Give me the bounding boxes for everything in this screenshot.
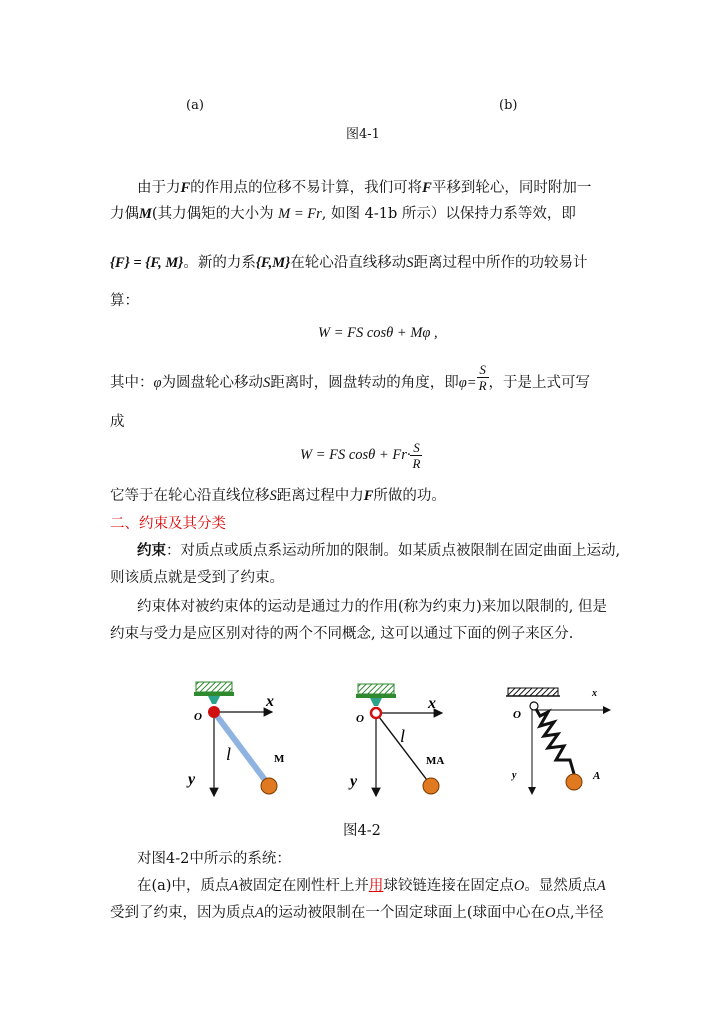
- figure-4-2: [170, 676, 630, 806]
- paragraph-line: 对图4-2中所示的系统：: [137, 851, 291, 867]
- string: [376, 713, 430, 784]
- figure-b: [348, 684, 444, 796]
- label-M: M: [274, 753, 285, 765]
- paragraph-line: 则该质点就是受到了约束。: [110, 570, 284, 586]
- label-l: l: [226, 744, 232, 764]
- mass-ball: [423, 778, 439, 794]
- figure-c: [506, 688, 610, 794]
- rigid-rod: [214, 712, 268, 784]
- ceiling-plate: [356, 694, 396, 698]
- spring: [532, 702, 574, 774]
- paragraph-line: 约束：对质点或质点系运动所加的限制。如某质点被限制在固定曲面上运动,: [137, 542, 621, 559]
- label-y: y: [350, 773, 358, 790]
- formula-work: W = FS cosθ + Mφ ,: [318, 325, 438, 341]
- paragraph-line: 成: [110, 414, 125, 430]
- section-heading: 二、约束及其分类: [110, 516, 226, 532]
- fig41-label-b: (b): [499, 98, 518, 113]
- label-x: x: [428, 695, 436, 712]
- pivot-joint: [208, 706, 220, 718]
- label-x: x: [592, 688, 597, 699]
- ceiling-hatch: [508, 688, 558, 696]
- paragraph-line: 算：: [110, 293, 139, 309]
- label-A: A: [593, 770, 601, 782]
- ceiling-plate: [194, 692, 234, 696]
- pivot-mount: [370, 698, 382, 706]
- ceiling-hatch: [358, 684, 394, 694]
- label-O: O: [513, 709, 521, 721]
- pivot-joint: [371, 708, 381, 718]
- label-y: y: [188, 771, 196, 788]
- label-y: y: [512, 770, 517, 781]
- label-x: x: [266, 693, 274, 710]
- ceiling-hatch: [196, 682, 232, 692]
- paragraph-line: 受到了约束，因为质点A的运动被限制在一个固定球面上(球面中心在O点,半径: [110, 905, 604, 921]
- figure-a: [186, 682, 285, 796]
- label-M: MA: [426, 755, 445, 767]
- paragraph-line: 其中：φ为圆盘轮心移动S距离时，圆盘转动的角度，即φ= $\frac{S}{R}$ ，于是上式可写: [110, 361, 591, 393]
- label-O: O: [356, 713, 364, 725]
- fig42-caption: 图4-2: [343, 823, 381, 839]
- paragraph-line: 由于力F的作用点的位移不易计算，我们可将F平移到轮心，同时附加一: [137, 180, 592, 196]
- paragraph-line: 力偶M(其力偶矩的大小为 M = Fr, 如图 4-1b 所示）以保持力系等效，即: [110, 206, 576, 222]
- paragraph-line: {F} = {F, M}。新的力系{F,M}在轮心沿直线移动S距离过程中所作的功较易计: [110, 255, 588, 271]
- fig41-label-a: (a): [186, 98, 204, 113]
- mass-ball: [261, 778, 277, 794]
- paragraph-line: 约束与受力是应区别对待的两个不同概念, 这可以通过下面的例子来区分.: [110, 626, 574, 642]
- label-l: l: [400, 726, 406, 746]
- pivot-joint: [530, 702, 538, 710]
- mass-ball: [566, 774, 582, 790]
- fig41-caption: 图4-1: [346, 127, 380, 142]
- label-O: O: [194, 711, 202, 723]
- paragraph-line: 约束体对被约束体的运动是通过力的作用(称为约束力)来加以限制的, 但是: [137, 599, 608, 615]
- formula-work-substituted: W = FS cosθ + Fr· $\frac{S}{R}$: [300, 440, 421, 471]
- paragraph-line: 在(a)中，质点A被固定在刚性杆上并用球铰链连接在固定点O。显然质点A: [137, 878, 606, 894]
- paragraph-line: 它等于在轮心沿直线位移S距离过程中力F所做的功。: [110, 488, 446, 504]
- pivot-mount: [208, 696, 220, 704]
